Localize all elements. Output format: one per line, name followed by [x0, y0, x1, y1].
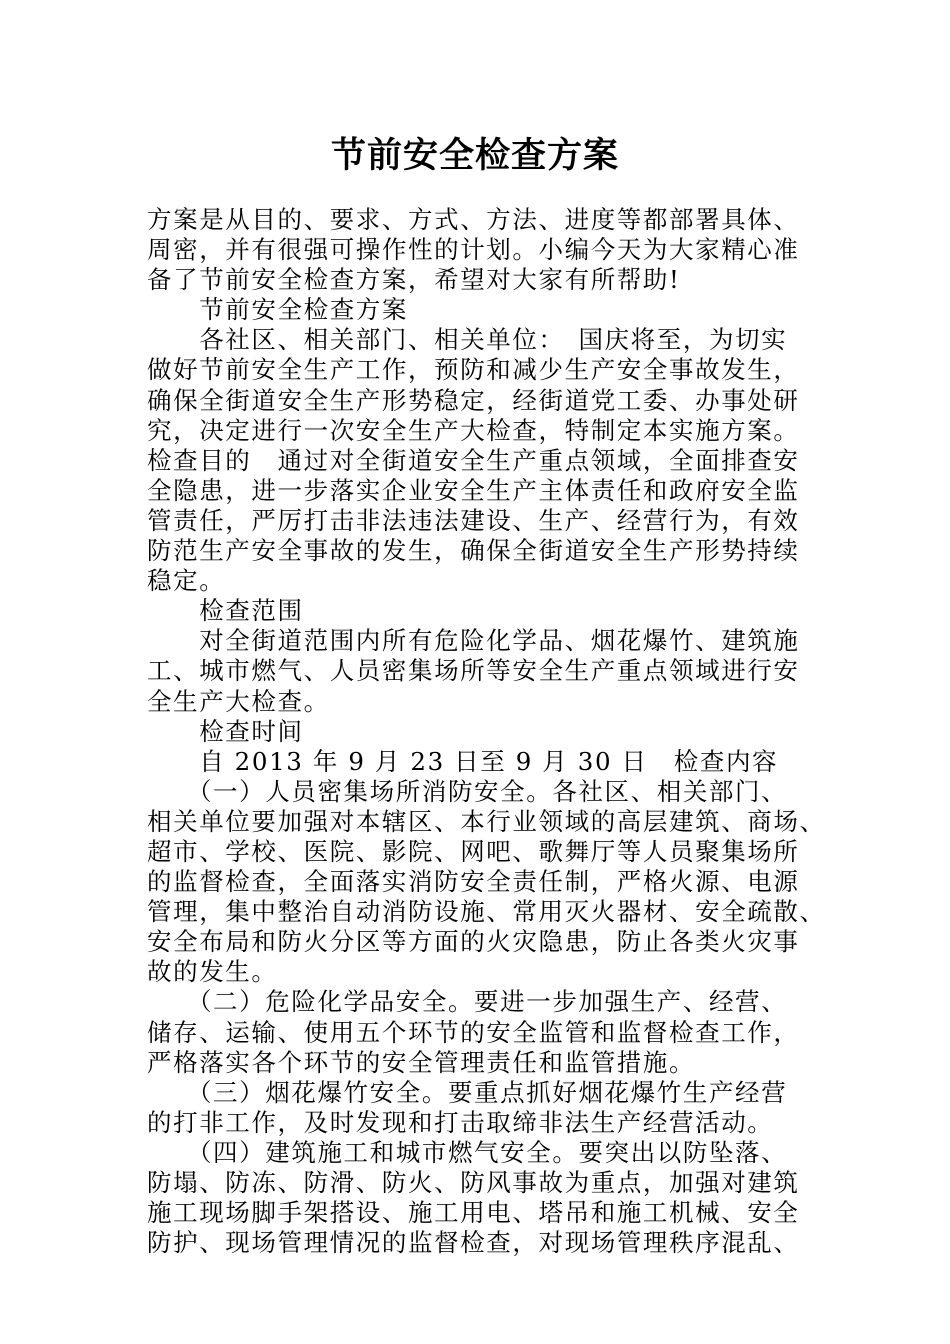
body-line: 管理，集中整治自动消防设施、常用灭火器材、安全疏散、: [147, 897, 826, 927]
body-line: 管责任，严厉打击非法违法建设、生产、经营行为，有效: [147, 505, 800, 535]
body-line: 检查范围: [147, 596, 304, 626]
body-line: 检查时间: [147, 716, 304, 746]
body-line: 施工现场脚手架搭设、施工用电、塔吊和施工机械、安全: [147, 1198, 800, 1228]
body-line: 检查目的 通过对全街道安全生产重点领域，全面排查安: [147, 445, 800, 475]
body-line: 的打非工作，及时发现和打击取缔非法生产经营活动。: [147, 1107, 774, 1137]
body-line: 安全布局和防火分区等方面的火灾隐患，防止各类火灾事: [147, 927, 800, 957]
body-line: 各社区、相关部门、相关单位： 国庆将至，为切实: [147, 325, 788, 355]
body-line: 确保全街道安全生产形势稳定，经街道党工委、办事处研: [147, 385, 800, 415]
body-line: 自 2013 年 9 月 23 日至 9 月 30 日 检查内容: [147, 746, 779, 776]
body-line: （三）烟花爆竹安全。要重点抓好烟花爆竹生产经营: [147, 1077, 788, 1107]
body-line: 稳定。: [147, 566, 226, 596]
body-line: 究，决定进行一次安全生产大检查，特制定本实施方案。: [147, 415, 800, 445]
body-line: 节前安全检查方案: [147, 295, 408, 325]
body-line: 防护、现场管理情况的监督检查，对现场管理秩序混乱、: [147, 1228, 800, 1258]
body-line: 超市、学校、医院、影院、网吧、歌舞厅等人员聚集场所: [147, 836, 800, 866]
body-line: （二）危险化学品安全。要进一步加强生产、经营、: [147, 987, 788, 1017]
body-line: 储存、运输、使用五个环节的安全监管和监督检查工作，: [147, 1017, 800, 1047]
body-line: 方案是从目的、要求、方式、方法、进度等都部署具体、: [147, 205, 800, 234]
body-line: 故的发生。: [147, 957, 278, 987]
body-line: 周密，并有很强可操作性的计划。小编今天为大家精心准: [147, 235, 800, 265]
body-line: 防塌、防冻、防滑、防火、防风事故为重点，加强对建筑: [147, 1168, 800, 1197]
body-line: 全隐患，进一步落实企业安全生产主体责任和政府安全监: [147, 475, 800, 505]
body-line: 对全街道范围内所有危险化学品、烟花爆竹、建筑施: [147, 626, 800, 656]
body-line: 全生产大检查。: [147, 686, 330, 716]
document-body: [147, 205, 826, 1258]
document-title: 节前安全检查方案: [330, 135, 619, 176]
body-line: 严格落实各个环节的安全管理责任和监管措施。: [147, 1047, 696, 1077]
body-line: 工、城市燃气、人员密集场所等安全生产重点领域进行安: [147, 656, 800, 686]
body-line: （一）人员密集场所消防安全。各社区、相关部门、: [147, 776, 788, 806]
body-line: （四）建筑施工和城市燃气安全。要突出以防坠落、: [147, 1137, 788, 1167]
body-line: 备了节前安全检查方案，希望对大家有所帮助!: [147, 265, 681, 295]
body-line: 防范生产安全事故的发生，确保全街道安全生产形势持续: [147, 536, 800, 566]
body-line: 做好节前安全生产工作，预防和减少生产安全事故发生，: [147, 355, 800, 385]
body-line: 的监督检查，全面落实消防安全责任制，严格火源、电源: [147, 867, 800, 897]
body-line: 相关单位要加强对本辖区、本行业领域的高层建筑、商场、: [147, 806, 826, 836]
